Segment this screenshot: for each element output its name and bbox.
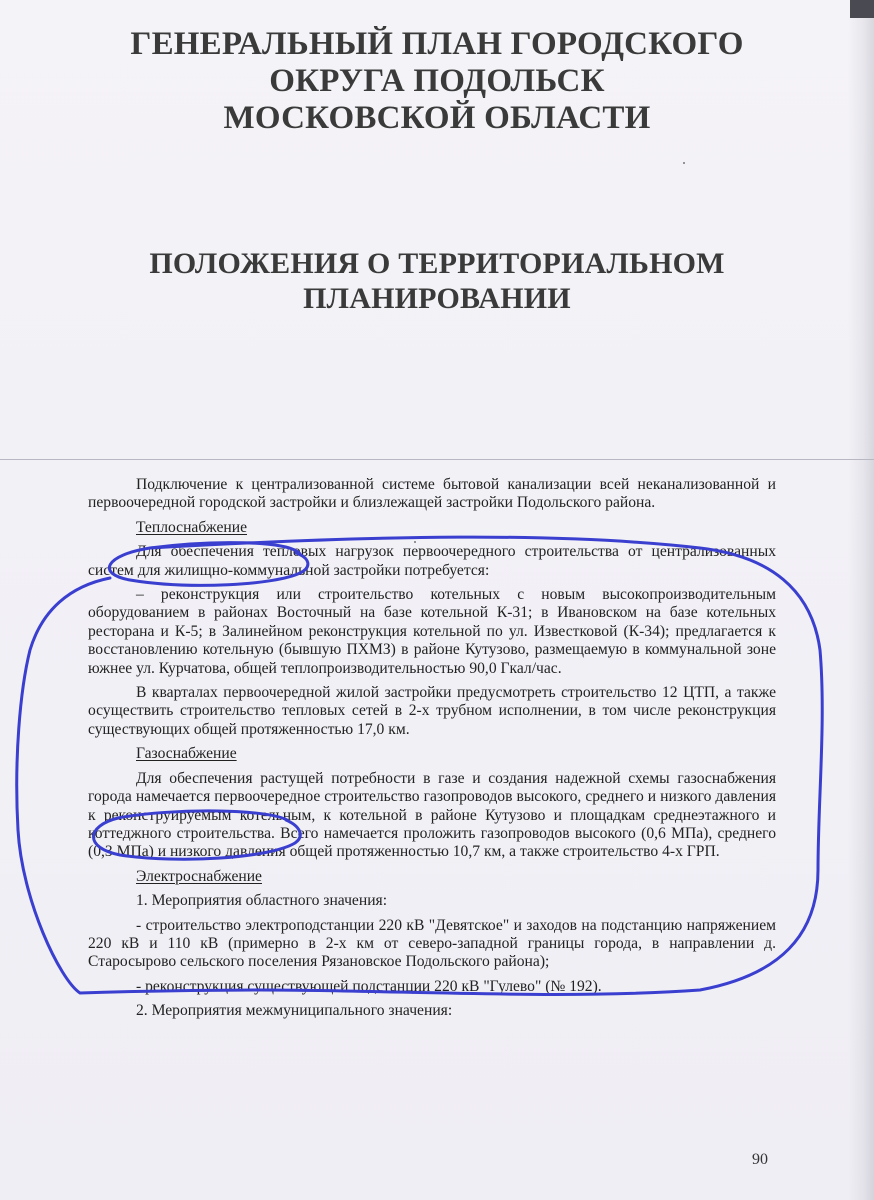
subtitle-line: ПЛАНИРОВАНИИ <box>303 282 571 315</box>
title-line: ОКРУГА ПОДОЛЬСК <box>269 63 605 99</box>
document-title <box>0 26 874 137</box>
heat-paragraph-1: Для обеспечения тепловых нагрузок первоочередного строительства от централизованных систем для жилищно-коммунальной застройки потребуется: <box>88 543 776 579</box>
page-number: 90 <box>752 1151 768 1168</box>
gas-paragraph-1: Для обеспечения растущей потребности в газе и создания надежной схемы газоснабжения города намечается первоочередное строительство газопроводов высокого, среднего и низкого давления к реконструируемым котельным, к котельной в районе Кутузово и площадкам среднеэтажного и коттеджного строительства. Всего намечается проложить газопроводов высокого (0,6 МПа), среднего (0,3 МПа) и низкого давления общей протяженностью 10,7 км, а также строительство 4-х ГРП. <box>88 769 776 861</box>
scan-corner <box>850 0 874 18</box>
intro-paragraph: Подключение к централизованной системе бытовой канализации всей неканализованной и первоочередной городской застройки и близлежащей застройки Подольского района. <box>88 476 776 512</box>
power-item-1b: - реконструкция существующей подстанции 220 кВ "Гулево" (№ 192). <box>136 977 602 995</box>
scan-speck <box>414 541 416 543</box>
body-text <box>88 476 776 1027</box>
power-item-1: 1. Мероприятия областного значения: <box>136 892 388 910</box>
heat-paragraph-3: В кварталах первоочередной жилой застройки предусмотреть строительство 12 ЦТП, а также осуществить строительство тепловых сетей в 2-х трубном исполнении, в том числе реконструкция существующих общей протяженностью 17,0 км. <box>88 684 776 738</box>
paste-divider <box>0 459 874 460</box>
power-supply-heading: Электроснабжение <box>136 867 262 885</box>
document-subtitle <box>0 246 874 316</box>
power-item-1a: - строительство электроподстанции 220 кВ "Девятское" и заходов на подстанцию напряжением 220 кВ и 110 кВ (примерно в 2-х км от северо-западной границы города, в направлении д. Старосырово сельского поселения Рязановское Подольского района); <box>88 916 776 971</box>
heat-paragraph-2: – реконструкция или строительство котельных с новым высокопроизводительным оборудованием в районах Восточный на базе котельной К-31; в Ивановском на базе котельных ресторана и К-5; в Залинейном реконструкция котельной по ул. Известковой (К-34); предлагается к восстановлению котельную (бывшую ПХМЗ) в районе Кутузово, размещаемую в коммунальной зоне южнее ул. Курчатова, общей теплопроизводительностью 90,0 Гкал/час. <box>88 586 776 677</box>
power-item-2: 2. Мероприятия межмуниципального значения: <box>136 1002 453 1020</box>
title-line: МОСКОВСКОЙ ОБЛАСТИ <box>223 100 651 136</box>
page-edge-shadow <box>848 0 874 1200</box>
subtitle-line: ПОЛОЖЕНИЯ О ТЕРРИТОРИАЛЬНОМ <box>149 247 725 280</box>
gas-supply-heading: Газоснабжение <box>136 745 237 763</box>
heat-supply-heading: Теплоснабжение <box>136 518 247 536</box>
title-line: ГЕНЕРАЛЬНЫЙ ПЛАН ГОРОДСКОГО <box>130 26 744 62</box>
scan-speck <box>683 162 685 164</box>
